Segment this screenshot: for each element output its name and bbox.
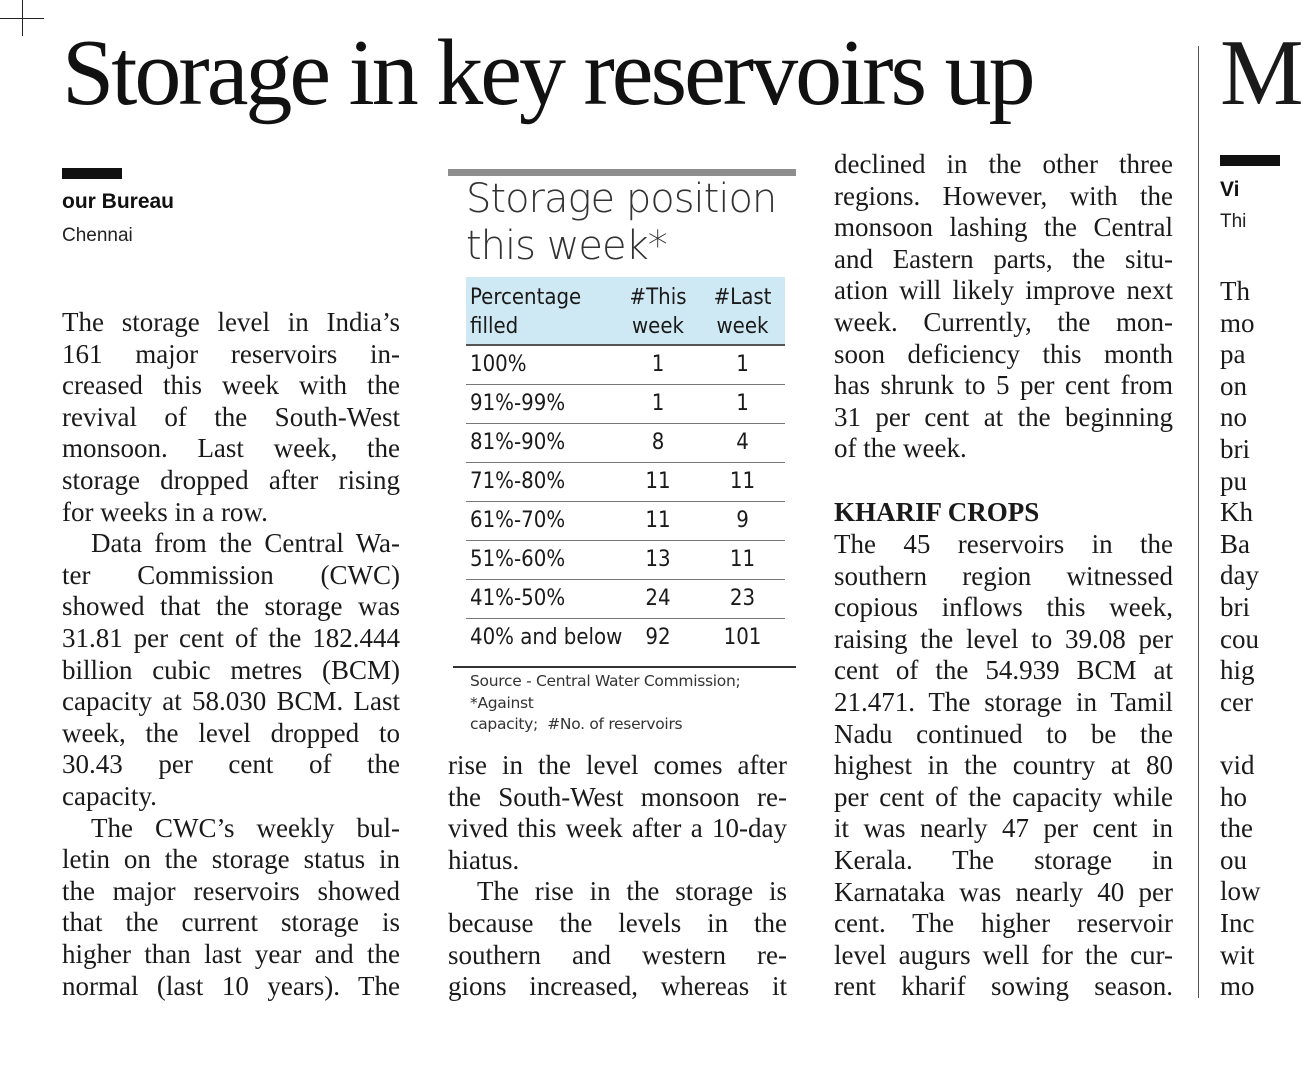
next-article-text-line: pu (1220, 465, 1247, 496)
table-row (466, 619, 785, 658)
next-article-text-line: vid (1220, 750, 1255, 780)
text-line: capacity at 58.030 BCM. Last (62, 686, 400, 717)
infobox-title (466, 176, 776, 270)
text-line: creased this week with the (62, 370, 400, 401)
text-line: capacity. (62, 781, 157, 811)
text-line: Karnataka was nearly 40 per (834, 876, 1173, 907)
next-article-text-line: no (1220, 402, 1247, 433)
text-line: because the levels in the (448, 908, 787, 938)
cell-range: 61%-70% (466, 502, 616, 541)
text-line: week, the level dropped to (62, 717, 400, 748)
text-line: showed that the storage was (62, 591, 400, 622)
text-line: vived this week after a 10-day (448, 813, 787, 844)
next-article-kicker-bar (1220, 155, 1280, 166)
table-row (466, 424, 785, 463)
table-row (466, 463, 785, 502)
text-line: regions. However, with the (834, 180, 1173, 211)
text-line: cent of the 54.939 BCM at (834, 655, 1173, 686)
text-line: that the current storage is (62, 907, 400, 938)
cell-last-week: 11 (700, 463, 785, 502)
next-article-text-line: ou (1220, 844, 1247, 875)
next-article-byline-fragment: Vi (1220, 178, 1240, 201)
table-row (466, 385, 785, 424)
cell-last-week: 11 (700, 541, 785, 580)
text-line: normal (last 10 years). The (62, 970, 400, 1001)
kicker-bar (62, 168, 122, 179)
text-line: soon deficiency this month (834, 338, 1173, 369)
text-line: Nadu continued to be the (834, 718, 1173, 749)
next-article-headline-fragment: M (1220, 21, 1304, 125)
text-line: of the week. (834, 433, 967, 464)
next-article-text-line: day (1220, 560, 1259, 591)
cell-this-week: 11 (616, 463, 700, 502)
text-line: southern and western re- (448, 939, 787, 970)
text-line: The storage level in India’s (62, 307, 400, 337)
text-line: it was nearly 47 per cent in (834, 813, 1173, 844)
cell-last-week: 1 (700, 385, 785, 424)
storage-table (466, 277, 785, 657)
table-header-row (466, 277, 785, 345)
cell-last-week: 9 (700, 502, 785, 541)
table-row (466, 502, 785, 541)
next-article-text-line: cou (1220, 623, 1259, 654)
text-line: has shrunk to 5 per cent from (834, 370, 1173, 401)
table-row (466, 345, 785, 385)
table-row (466, 541, 785, 580)
text-line: and Eastern parts, the situ- (834, 243, 1173, 274)
cell-this-week: 8 (616, 424, 700, 463)
cell-this-week: 1 (616, 385, 700, 424)
next-article-place-fragment: Thi (1220, 211, 1247, 232)
text-line: the major reservoirs showed (62, 875, 400, 906)
next-article-text-line: pa (1220, 339, 1246, 370)
text-line: copious inflows this week, (834, 592, 1173, 623)
text-line: raising the level to 39.08 per (834, 623, 1173, 654)
cell-this-week: 92 (645, 625, 671, 650)
next-article-text-line: cer (1220, 686, 1253, 717)
next-article-text-line: Inc (1220, 908, 1255, 938)
text-line: 161 major reservoirs in- (62, 338, 400, 369)
text-line: ation will likely improve next (834, 275, 1173, 306)
text-line: 30.43 per cent of the (62, 749, 400, 780)
next-article-text-line: Th (1220, 276, 1250, 306)
infobox-title-line-2: this week* (466, 223, 667, 269)
header-this-week: #This week (616, 277, 700, 345)
text-line: The rise in the storage is (477, 876, 787, 907)
text-line: rent kharif sowing season. (834, 971, 1173, 1002)
text-line: Data from the Central Wa- (91, 528, 400, 559)
text-line: the South-West monsoon re- (448, 781, 787, 812)
table-body (466, 345, 785, 657)
cell-range: 41%-50% (466, 580, 616, 619)
headline: Storage in key reservoirs up (62, 21, 1033, 125)
text-line: declined in the other three (834, 149, 1173, 179)
byline: our Bureau (62, 190, 175, 213)
cell-last-week: 23 (700, 580, 785, 619)
text-line: cent. The higher reservoir (834, 908, 1173, 939)
cell-last-week: 4 (700, 424, 785, 463)
text-line: storage dropped after rising (62, 465, 400, 495)
text-line: letin on the storage status in (62, 844, 400, 875)
source-rule (453, 666, 796, 668)
text-line: highest in the country at 80 (834, 750, 1173, 781)
header-percentage-filled: Percentage filled (466, 277, 616, 345)
text-line: higher than last year and the (62, 939, 400, 969)
next-article-text-line: mo (1220, 971, 1255, 1002)
cell-this-week: 1 (616, 345, 700, 385)
text-line: week. Currently, the mon- (834, 307, 1173, 337)
next-article-text-line: mo (1220, 307, 1255, 338)
header-last-week: #Last week (700, 277, 785, 345)
text-line: ter Commission (CWC) (62, 559, 400, 590)
next-article-text-line: bri (1220, 592, 1250, 622)
subhead-kharif-crops: KHARIF CROPS (834, 497, 1040, 527)
text-line: rise in the level comes after (448, 750, 787, 780)
next-article-text-line: wit (1220, 939, 1255, 970)
next-article-text-line: low (1220, 876, 1261, 907)
text-line: 21.471. The storage in Tamil (834, 687, 1173, 717)
text-line: for weeks in a row. (62, 496, 268, 527)
text-line: monsoon lashing the Central (834, 212, 1173, 243)
column-divider (1198, 46, 1199, 998)
text-line: gions increased, whereas it (448, 971, 787, 1002)
crop-mark-vertical (22, 0, 23, 36)
cell-last-week: 1 (700, 345, 785, 385)
cell-range: 40% and below (470, 625, 623, 650)
infobox-top-rule (448, 169, 796, 176)
dateline: Chennai (62, 225, 133, 246)
text-line: monsoon. Last week, the (62, 433, 400, 464)
text-line: southern region witnessed (834, 560, 1173, 591)
cell-range: 91%-99% (466, 385, 616, 424)
next-article-text-line: the (1220, 813, 1253, 844)
next-article-text-line: Ba (1220, 528, 1250, 559)
cell-last-week: 101 (723, 625, 762, 650)
next-article-text-line: bri (1220, 434, 1250, 464)
next-article-text-line: hig (1220, 655, 1255, 686)
text-line: revival of the South-West (62, 401, 400, 432)
cell-range: 81%-90% (466, 424, 616, 463)
next-article-text-line: on (1220, 370, 1247, 401)
cell-range: 51%-60% (466, 541, 616, 580)
text-line: 31 per cent at the beginning (834, 401, 1173, 432)
next-article-text-line: Kh (1220, 497, 1253, 528)
text-line: level augurs well for the cur- (834, 939, 1173, 970)
cell-this-week: 13 (616, 541, 700, 580)
cell-this-week: 24 (616, 580, 700, 619)
text-line: 31.81 per cent of the 182.444 (62, 623, 400, 653)
text-line: hiatus. (448, 844, 520, 875)
text-line: billion cubic metres (BCM) (62, 654, 400, 685)
table-row (466, 580, 785, 619)
cell-range: 100% (466, 345, 616, 385)
cell-this-week: 11 (616, 502, 700, 541)
infobox-title-line-1: Storage position (466, 176, 777, 222)
text-line: The CWC’s weekly bul- (91, 812, 400, 843)
cell-range: 71%-80% (466, 463, 616, 502)
next-article-text-line: ho (1220, 781, 1247, 812)
text-line: The 45 reservoirs in the (834, 529, 1173, 559)
source-note: Source - Central Water Commission; *Against capacity; #No. of reservoirs (470, 672, 741, 733)
text-line: per cent of the capacity while (834, 781, 1173, 812)
text-line: Kerala. The storage in (834, 845, 1173, 875)
